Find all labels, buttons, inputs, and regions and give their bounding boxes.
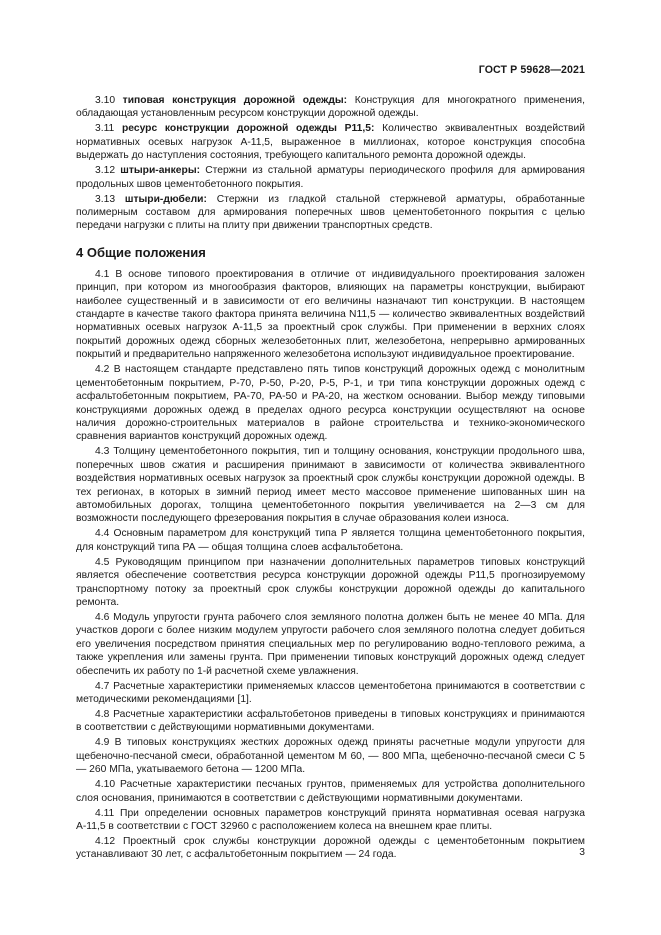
paragraph: 4.2 В настоящем стандарте представлено пять типов конструкций дорожных одежд с монолитным цементобетонным покрытием, Р-70, Р-50, Р-20, Р-5, Р-1, и три типа конструкции дорожных одежд с асфальтобетонным покрытием, РА-70, РА-50 и РА-20, на жестком основании. Выбор между типовыми конструкциями дорожных одежд в пределах одного ресурса конструкции осуществляют на основе наличия дорожно-строительных материалов в районе строительства и технико-экономического сравнения вариантов конструкций дорожных одежд. — [76, 364, 585, 443]
paragraph: 4.10 Расчетные характеристики песчаных грунтов, применяемых для устройства дополнительного слоя основания, принимаются в соответствии с действующими нормативными документами. — [76, 779, 585, 804]
paragraph: 4.5 Руководящим принципом при назначении дополнительных параметров типовых конструкций является обеспечение соответствия ресурса конструкции дорожной одежды Р11,5 прогнозируемому транспортному потоку за проектный срок службы конструкции дорожной одежды до капитального ремонта. — [76, 556, 585, 608]
definition-text: Стержни из стальной арматуры периодического профиля для армирования продольных швов цементобетонного покрытия. — [76, 165, 585, 190]
paragraph: 4.11 При определении основных параметров конструкций принята нормативная осевая нагрузка А-11,5 в соответствии с ГОСТ 32960 с расположением колеса на внешнем крае плиты. — [76, 807, 585, 833]
paragraph: 4.3 Толщину цементобетонного покрытия, тип и толщину основания, конструкции продольного шва, поперечных швов сжатия и расширения принимают в зависимости от количества эквивалентного воздействия нормативных осевых нагрузок за проектный срок службы конструкции дорожной одежды. В тех регионах, в которых в зимний период имеет место массовое применение шипованных шин на автомобильных дорогах, толщина цементобетонного покрытия увеличивается на 2—3 см для возможности последующего фрезерования покрытия в случае образования колеи износа. — [76, 446, 585, 525]
definition-term: штыри-дюбели: — [124, 193, 207, 205]
definition-term: штыри-анкеры: — [120, 165, 201, 177]
paragraph: 4.9 В типовых конструкциях жестких дорожных одежд приняты расчетные модули упругости для щебеночно-песчаной смеси, обработанной цементом М 60, — 800 МПа, щебеночно-песчаной смеси С 5 — 260 МПа, укатываемого бетона — 1200 МПа. — [76, 737, 585, 776]
standard-code-header: ГОСТ Р 59628—2021 — [478, 64, 585, 76]
paragraph: 4.1 В основе типового проектирования в отличие от индивидуального проектирования заложен принцип, при котором из многообразия факторов, влияющих на параметры конструкции, выбирают наиболее существенный и в зависимости от его величины назначают тип конструкции. В настоящем стандарте в качестве такого фактора принята величина N11,5 — количество эквивалентных воздействий нормативных осевых нагрузок А-11,5 за проектный срок службы. При применении в верхних слоях покрытий дорожных одежд сборных железобетонных плит, железобетона, непрерывно армированных покрытий и предварительно напряженного железобетона используют индивидуальное проектирование. — [76, 268, 585, 361]
definition-text: Количество эквивалентных воздействий нормативных осевых нагрузок А-11,5, выраженное в миллионах, которое конструкция способна выдержать до наступления состояния, требующего капитального ремонта дорожной одежды. — [76, 123, 585, 162]
definition-item: 3.13 штыри-дюбели: Стержни из гладкой стальной стержневой арматуры, обработанные полимерным составом для армирования поперечных швов цементобетонного покрытия с целью передачи нагрузки с плиты на плиту при движении транспортных средств. — [76, 193, 585, 232]
definitions-list — [76, 94, 585, 233]
definition-item: 3.11 ресурс конструкции дорожной одежды Р11,5: Количество эквивалентных воздействий нормативных осевых нагрузок А-11,5, выраженное в миллионах, которое конструкция способна выдержать до наступления состояния, требующего капитального ремонта дорожной одежды. — [76, 123, 585, 162]
definition-text: Стержни из гладкой стальной стержневой арматуры, обработанные полимерным составом для армирования поперечных швов цементобетонного покрытия с целью передачи нагрузки с плиты на плиту при движении транспортных средств. — [76, 193, 585, 232]
section-title: 4 Общие положения — [76, 244, 206, 260]
definition-item: 3.10 типовая конструкция дорожной одежды: Конструкция для многократного применения, обладающая установленным ресурсом конструкции дорожной одежды. — [76, 95, 585, 120]
page-number: 3 — [579, 847, 585, 858]
section-body — [76, 268, 585, 862]
definition-text: Конструкция для многократного применения, обладающая установленным ресурсом конструкции дорожной одежды. — [76, 95, 585, 120]
definition-term: ресурс конструкции дорожной одежды Р11,5: — [121, 123, 375, 135]
paragraph: 4.6 Модуль упругости грунта рабочего слоя земляного полотна должен быть не менее 40 МПа. Для участков дороги с более низким модулем упругости рабочего слоя земляного полотна следует добиться его увеличения посредством принятия специальных мер по регулированию водно-теплового режима, а также укрепления или замены грунта. При применении типовых конструкций дорожных одежд следует обеспечить их работу по 1-й расчетной схеме увлажнения. — [76, 611, 585, 677]
paragraph: 4.7 Расчетные характеристики применяемых классов цементобетона принимаются в соответствии с методическими рекомендациями [1]. — [76, 680, 585, 705]
paragraph: 4.12 Проектный срок службы конструкции дорожной одежды с цементобетонным покрытием устанавливают 30 лет, с асфальтобетонным покрытием — 24 года. — [76, 836, 585, 861]
page-content — [76, 94, 585, 863]
paragraph: 4.8 Расчетные характеристики асфальтобетонов приведены в типовых конструкциях и принимаются в соответствии с действующими нормативными документами. — [76, 709, 585, 734]
definition-term: типовая конструкция дорожной одежды: — [122, 95, 348, 106]
paragraph: 4.4 Основным параметром для конструкций типа Р является толщина цементобетонного покрытия, для конструкций типа РА — общая толщина слоев асфальтобетона. — [76, 528, 585, 553]
definition-item: 3.12 штыри-анкеры: Стержни из стальной арматуры периодического профиля для армирования продольных швов цементобетонного покрытия. — [76, 165, 585, 190]
